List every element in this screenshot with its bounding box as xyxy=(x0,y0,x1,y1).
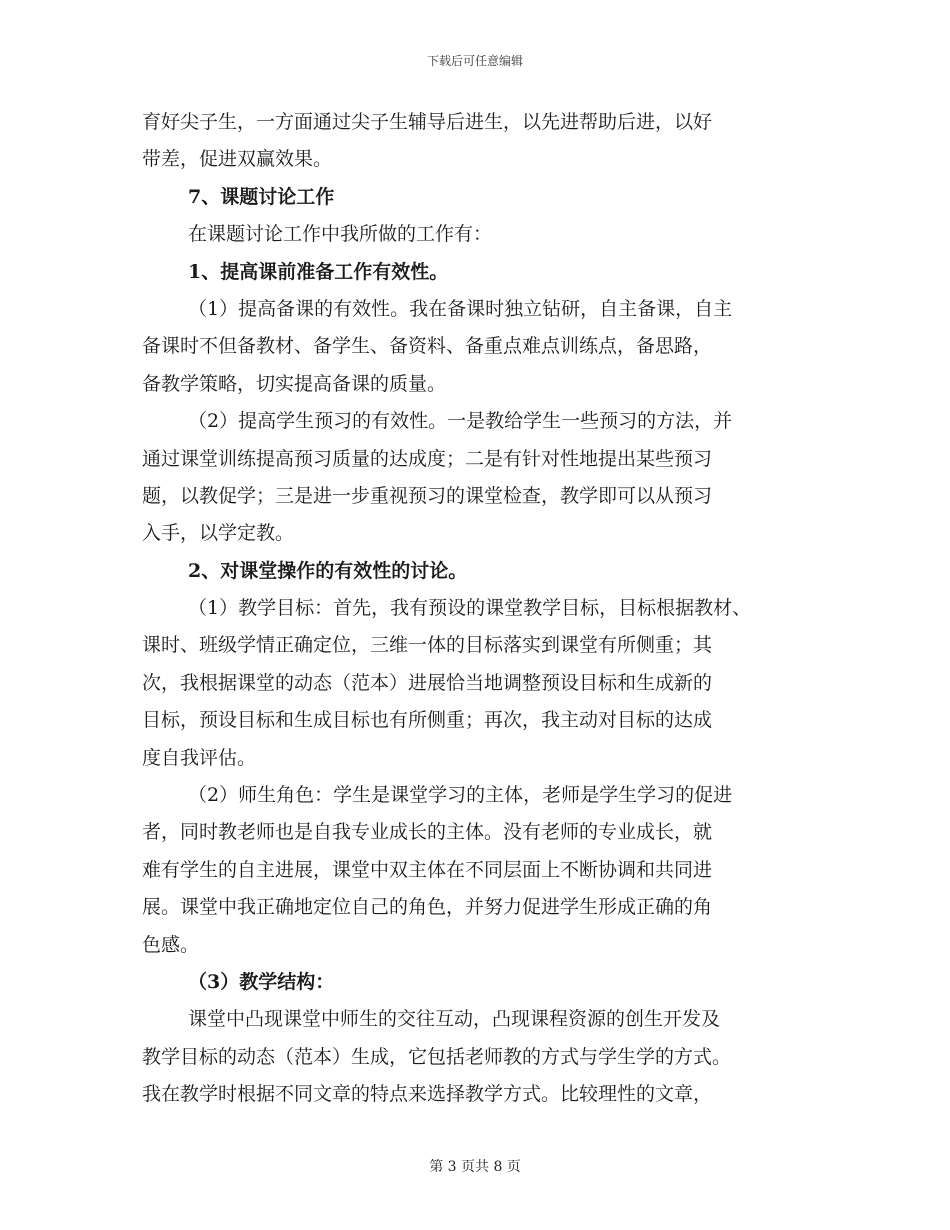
section-heading: 7、课题讨论工作 xyxy=(188,185,335,208)
paragraph-line: 通过课堂训练提高预习质量的达成度；二是有针对性地提出某些预习 xyxy=(142,447,713,470)
page-number: 第 3 页共 8 页 xyxy=(429,1159,521,1175)
paragraph-line: 入手，以学定教。 xyxy=(142,522,295,545)
paragraph-line: 色感。 xyxy=(142,933,200,956)
paragraph-line: 展。课堂中我正确地定位自己的角色，并努力促进学生形成正确的角 xyxy=(142,896,713,919)
paragraph-line: 我在教学时根据不同文章的特点来选择教学方式。比较理性的文章， xyxy=(142,1083,713,1106)
paragraph-line: 在课题讨论工作中我所做的工作有： xyxy=(188,223,493,246)
section-heading: （3）教学结构： xyxy=(188,970,335,993)
paragraph-line: （1）教学目标：首先，我有预设的课堂教学目标，目标根据教材、 xyxy=(188,597,752,620)
paragraph-line: 育好尖子生，一方面通过尖子生辅导后进生，以先进帮助后进，以好 xyxy=(142,111,713,133)
document-body xyxy=(142,104,810,1114)
paragraph-line: （2）师生角色：学生是课堂学习的主体，老师是学生学习的促进 xyxy=(188,784,733,807)
paragraph-line: 备课时不但备教材、备学生、备资料、备重点难点训练点，备思路， xyxy=(142,335,713,358)
paragraph-line: 课堂中凸现课堂中师生的交往互动，凸现课程资源的创生开发及 xyxy=(188,1008,721,1031)
section-heading: 2、对课堂操作的有效性的讨论。 xyxy=(188,559,468,582)
paragraph-line: 教学目标的动态（范本）生成，它包括老师教的方式与学生学的方式。 xyxy=(142,1045,732,1068)
paragraph-line: 课时、班级学情正确定位，三维一体的目标落实到课堂有所侧重；其 xyxy=(142,634,713,657)
paragraph-line: 题，以教促学；三是进一步重视预习的课堂检查，教学即可以从预习 xyxy=(142,484,713,507)
paragraph-line: 度自我评估。 xyxy=(142,746,257,769)
paragraph-line: 备教学策略，切实提高备课的质量。 xyxy=(142,372,447,395)
paragraph-line: （1）提高备课的有效性。我在备课时独立钻研，自主备课，自主 xyxy=(188,297,733,320)
paragraph-line: 带差，促进双赢效果。 xyxy=(142,148,333,171)
paragraph-line: 次，我根据课堂的动态（范本）进展恰当地调整预设目标和生成新的 xyxy=(142,671,713,694)
section-heading: 1、提高课前准备工作有效性。 xyxy=(188,260,449,283)
paragraph-line: 者，同时教老师也是自我专业成长的主体。没有老师的专业成长，就 xyxy=(142,821,713,844)
paragraph-line: 难有学生的自主进展，课堂中双主体在不同层面上不断协调和共同进 xyxy=(142,858,713,881)
paragraph-line: （2）提高学生预习的有效性。一是教给学生一些预习的方法，并 xyxy=(188,410,733,433)
paragraph-line: 目标，预设目标和生成目标也有所侧重；再次，我主动对目标的达成 xyxy=(142,709,713,732)
page-header: 下载后可任意编辑 xyxy=(426,54,523,68)
